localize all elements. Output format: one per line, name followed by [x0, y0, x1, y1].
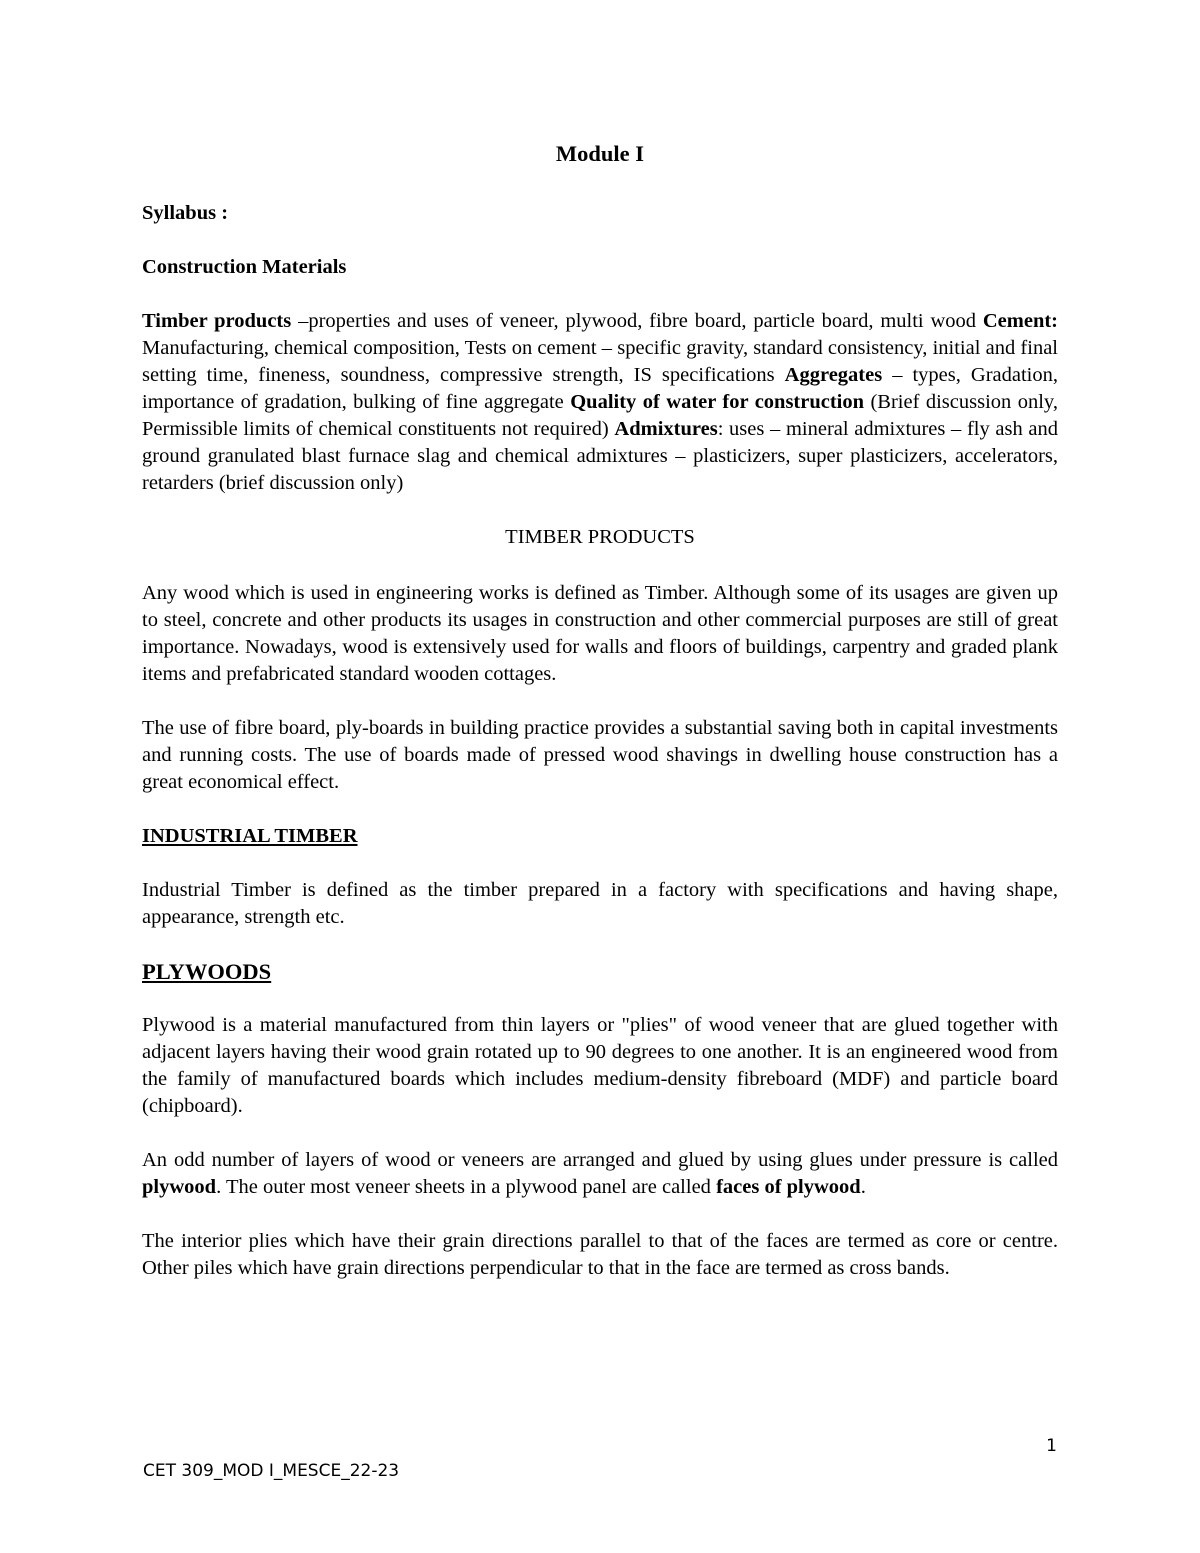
page-content: [142, 140, 1058, 1282]
cement-label: Cement:: [982, 310, 1059, 332]
faces-of-plywood-term: faces of plywood: [716, 1176, 861, 1198]
timber-paragraph-1: Any wood which is used in engineering works is defined as Timber. Although some of its usages are given up to steel, concrete and other products its usages in construction and other commercial purposes are still of great importance. Nowadays, wood is extensively used for walls and floors of buildings, carpentry and graded plank items and prefabricated standard wooden cottages.: [142, 582, 1058, 685]
plywood-p2-text-3: .: [860, 1176, 866, 1198]
industrial-timber-paragraph: Industrial Timber is defined as the timber prepared in a factory with specifications and having shape, appearance, strength etc.: [142, 879, 1058, 928]
plywood-p2-text-2: . The outer most veneer sheets in a plywood panel are called: [216, 1176, 717, 1198]
module-title: Module I: [555, 141, 645, 166]
plywood-p2-text-1: An odd number of layers of wood or veneers are arranged and glued by using glues under pressure is called: [142, 1149, 1058, 1171]
page-number: 1: [1046, 1436, 1057, 1456]
aggregates-text: – types, Gradation, importance of gradation, bulking of fine aggregate: [142, 364, 1058, 413]
aggregates-label: Aggregates: [784, 364, 883, 386]
construction-materials-heading: Construction Materials: [142, 256, 347, 278]
plywoods-heading: PLYWOODS: [142, 959, 272, 984]
syllabus-label: Syllabus :: [142, 202, 229, 224]
plywood-paragraph-3: The interior plies which have their grain directions parallel to that of the faces are termed as core or centre. Other piles which have grain directions perpendicular to that in the face are termed as cross bands.: [142, 1230, 1058, 1279]
timber-products-heading: TIMBER PRODUCTS: [505, 526, 695, 548]
footer-course-code: CET 309_MOD I_MESCE_22-23: [143, 1461, 400, 1481]
water-quality-label: Quality of water for construction: [570, 391, 865, 413]
syllabus-paragraph: [142, 308, 1058, 497]
admixtures-label: Admixtures: [614, 418, 718, 440]
cement-text: Manufacturing, chemical composition, Tests on cement – specific gravity, standard consistency, initial and final setting time, fineness, soundness, compressive strength, IS specifications: [142, 337, 1058, 386]
timber-paragraph-2: The use of fibre board, ply-boards in building practice provides a substantial saving both in capital investments and running costs. The use of boards made of pressed wood shavings in dwelling house construction has a great economical effect.: [142, 717, 1058, 793]
timber-products-text: –properties and uses of veneer, plywood, fibre board, particle board, multi wood: [291, 310, 983, 332]
admixtures-text: : uses – mineral admixtures – fly ash and ground granulated blast furnace slag and chemical admixtures – plasticizers, super plasticizers, accelerators, retarders (brief discussion only): [142, 418, 1058, 494]
water-quality-text: (Brief discussion only, Permissible limits of chemical constituents not required): [142, 391, 1058, 440]
plywood-term: plywood: [142, 1176, 217, 1198]
plywood-paragraph-1: Plywood is a material manufactured from thin layers or "plies" of wood veneer that are glued together with adjacent layers having their wood grain rotated up to 90 degrees to one another. It is an engineered wood from the family of manufactured boards which includes medium-density fibreboard (MDF) and particle board (chipboard).: [142, 1014, 1058, 1117]
plywood-paragraph-2: [142, 1147, 1058, 1201]
industrial-timber-heading: INDUSTRIAL TIMBER: [142, 825, 358, 847]
timber-products-label: Timber products: [142, 310, 292, 332]
